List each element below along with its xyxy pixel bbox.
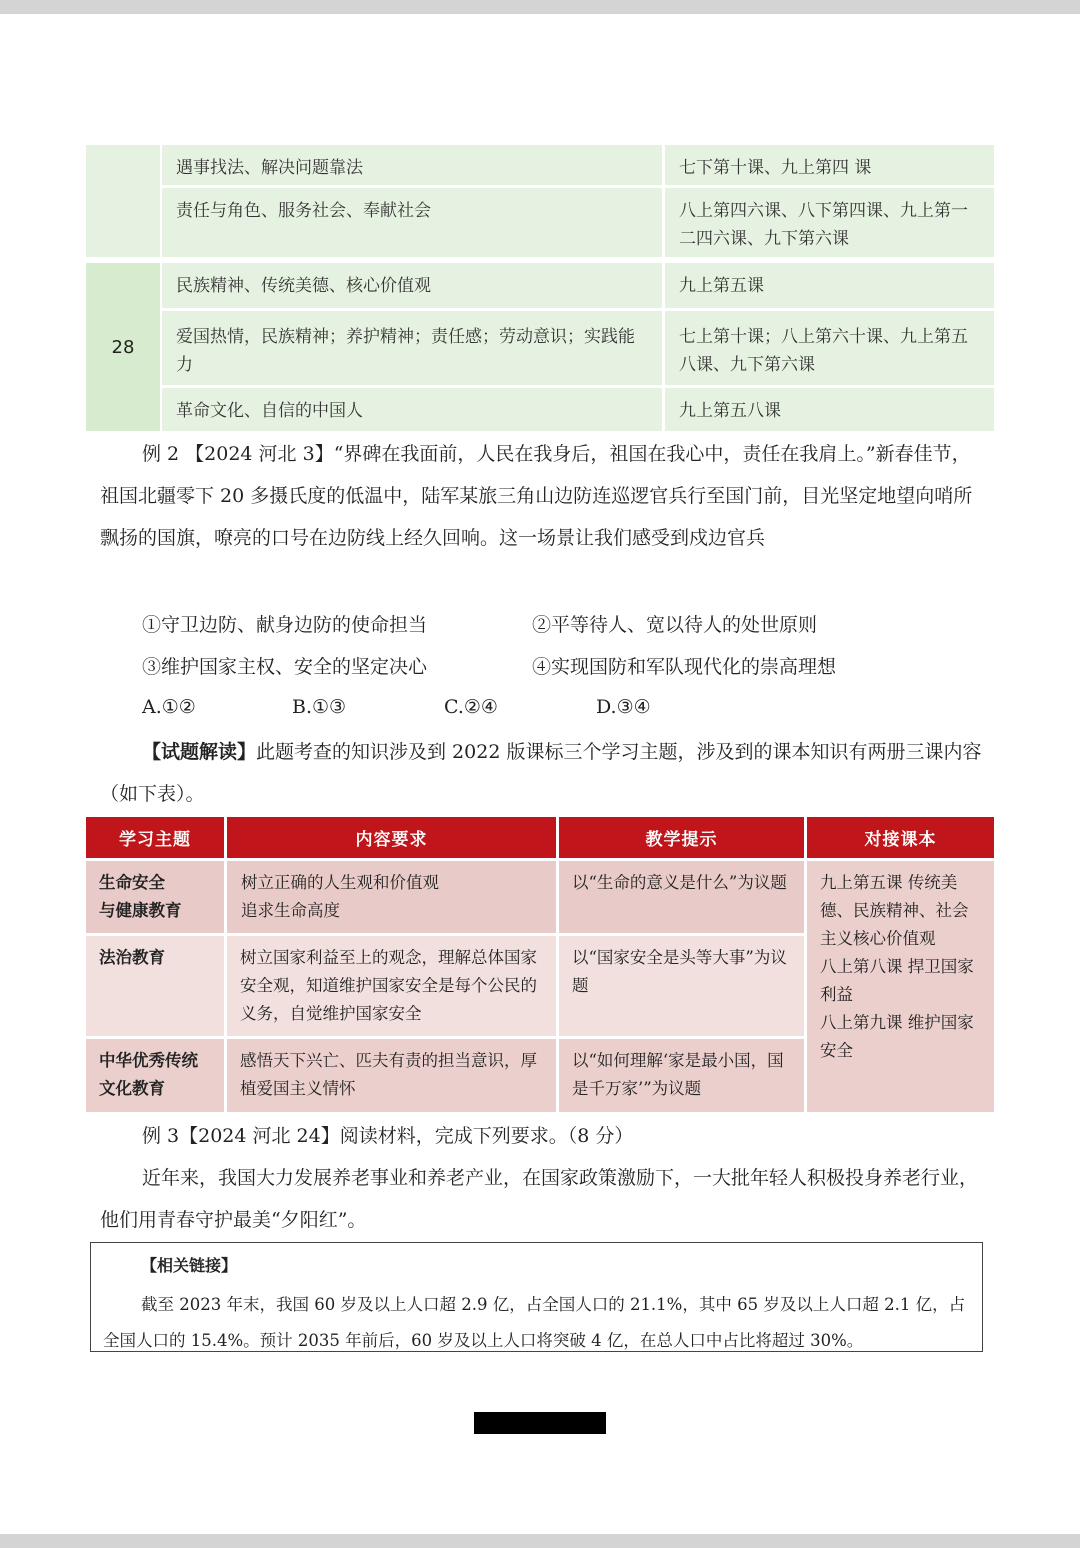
lesson-cell: 九上第五八课 [665,388,994,431]
header-tip: 教学提示 [559,817,804,858]
table-row [162,388,994,431]
table-row [162,188,994,257]
lesson-cell: 八上第四六课、八下第四课、九上第一二四六课、九下第六课 [665,188,994,257]
group-cell-blank [86,145,160,257]
theme-cell: 法治教育 [86,936,224,1036]
table-row [162,263,994,308]
requirement-cell: 感悟天下兴亡、匹夫有责的担当意识，厚植爱国主义情怀 [227,1039,556,1112]
requirement-cell: 树立国家利益至上的观念，理解总体国家安全观，知道维护国家安全是每个公民的义务，自觉维护国家安全 [227,936,556,1036]
related-link-text: 截至 2023 年末，我国 60 岁及以上人口超 2.9 亿，占全国人口的 21.1%，其中 65 岁及以上人口超 2.1 亿，占全国人口的 15.4%。预计 2035 年前后，60 岁及以上人口将突破 4 亿，在总人口中占比将超过 30%。 [103,1295,966,1350]
redaction-bar [474,1412,606,1434]
tip-cell: 以“生命的意义是什么”为议题 [559,861,804,933]
related-link-title: 【相关链接】 [141,1256,238,1275]
theme-cell: 生命安全 与健康教育 [86,861,224,933]
theme-cell: 中华优秀传统文化教育 [86,1039,224,1112]
lesson-cell: 七上第十课；八上第六十课、九上第五八课、九下第六课 [665,311,994,385]
requirement-cell: 树立正确的人生观和价值观 追求生命高度 [227,861,556,933]
choice-b: B.①③ [292,696,347,718]
textbook-cell: 九上第五课 传统美德、民族精神、社会主义核心价值观 八上第八课 捍卫国家利益 八上第九课 维护国家安全 [807,861,994,1112]
header-requirement: 内容要求 [227,817,556,858]
content-cell: 革命文化、自信的中国人 [162,388,662,431]
lesson-cell: 七下第十课、九上第四 课 [665,145,994,185]
analysis-label: 【试题解读】 [142,741,257,763]
page-edge-bottom [0,1534,1080,1548]
example3-material: 近年来，我国大力发展养老事业和养老产业，在国家政策激励下，一大批年轻人积极投身养老行业，他们用青春守护最美“夕阳红”。 [100,1167,979,1231]
analysis-paragraph [100,731,986,815]
option-item: ①守卫边防、献身边防的使命担当 [142,614,428,636]
page-edge-top [0,0,1080,14]
content-cell: 爱国热情，民族精神；养护精神；责任感；劳动意识；实践能力 [162,311,662,385]
lesson-cell: 九上第五课 [665,263,994,308]
header-textbook: 对接课本 [807,817,994,858]
analysis-text: 此题考查的知识涉及到 2022 版课标三个学习主题，涉及到的课本知识有两册三课内容（如下表）。 [100,741,982,805]
curriculum-table [86,817,994,1112]
option-item: ③维护国家主权、安全的坚定决心 [142,656,428,678]
content-cell: 责任与角色、服务社会、奉献社会 [162,188,662,257]
choice-a: A.①② [142,696,196,718]
choice-c: C.②④ [444,696,498,718]
example3-stem: 例 3【2024 河北 24】阅读材料，完成下列要求。（8 分） [142,1125,634,1147]
option-item: ④实现国防和军队现代化的崇高理想 [532,656,837,678]
option-item: ②平等待人、宽以待人的处世原则 [532,614,818,636]
tip-cell: 以“如何理解‘家是最小国，国是千万家’”为议题 [559,1039,804,1112]
content-cell: 遇事找法、解决问题靠法 [162,145,662,185]
tip-cell: 以“国家安全是头等大事”为议题 [559,936,804,1036]
table-row [162,311,994,385]
group-number-cell: 28 [86,263,160,431]
example2-stem: 例 2 【2024 河北 3】“界碑在我面前，人民在我身后，祖国在我心中，责任在我肩上。”新春佳节，祖国北疆零下 20 多摄氏度的低温中，陆军某旅三角山边防连巡逻官兵行至国门前，目光坚定地望向哨所飘扬的国旗，嘹亮的口号在边防线上经久回响。这一场景让我们感受到戍边官兵 [100,443,973,549]
choice-d: D.③④ [596,696,651,718]
table-row [162,145,994,185]
content-cell: 民族精神、传统美德、核心价值观 [162,263,662,308]
related-link-box [90,1242,983,1352]
header-theme: 学习主题 [86,817,224,858]
